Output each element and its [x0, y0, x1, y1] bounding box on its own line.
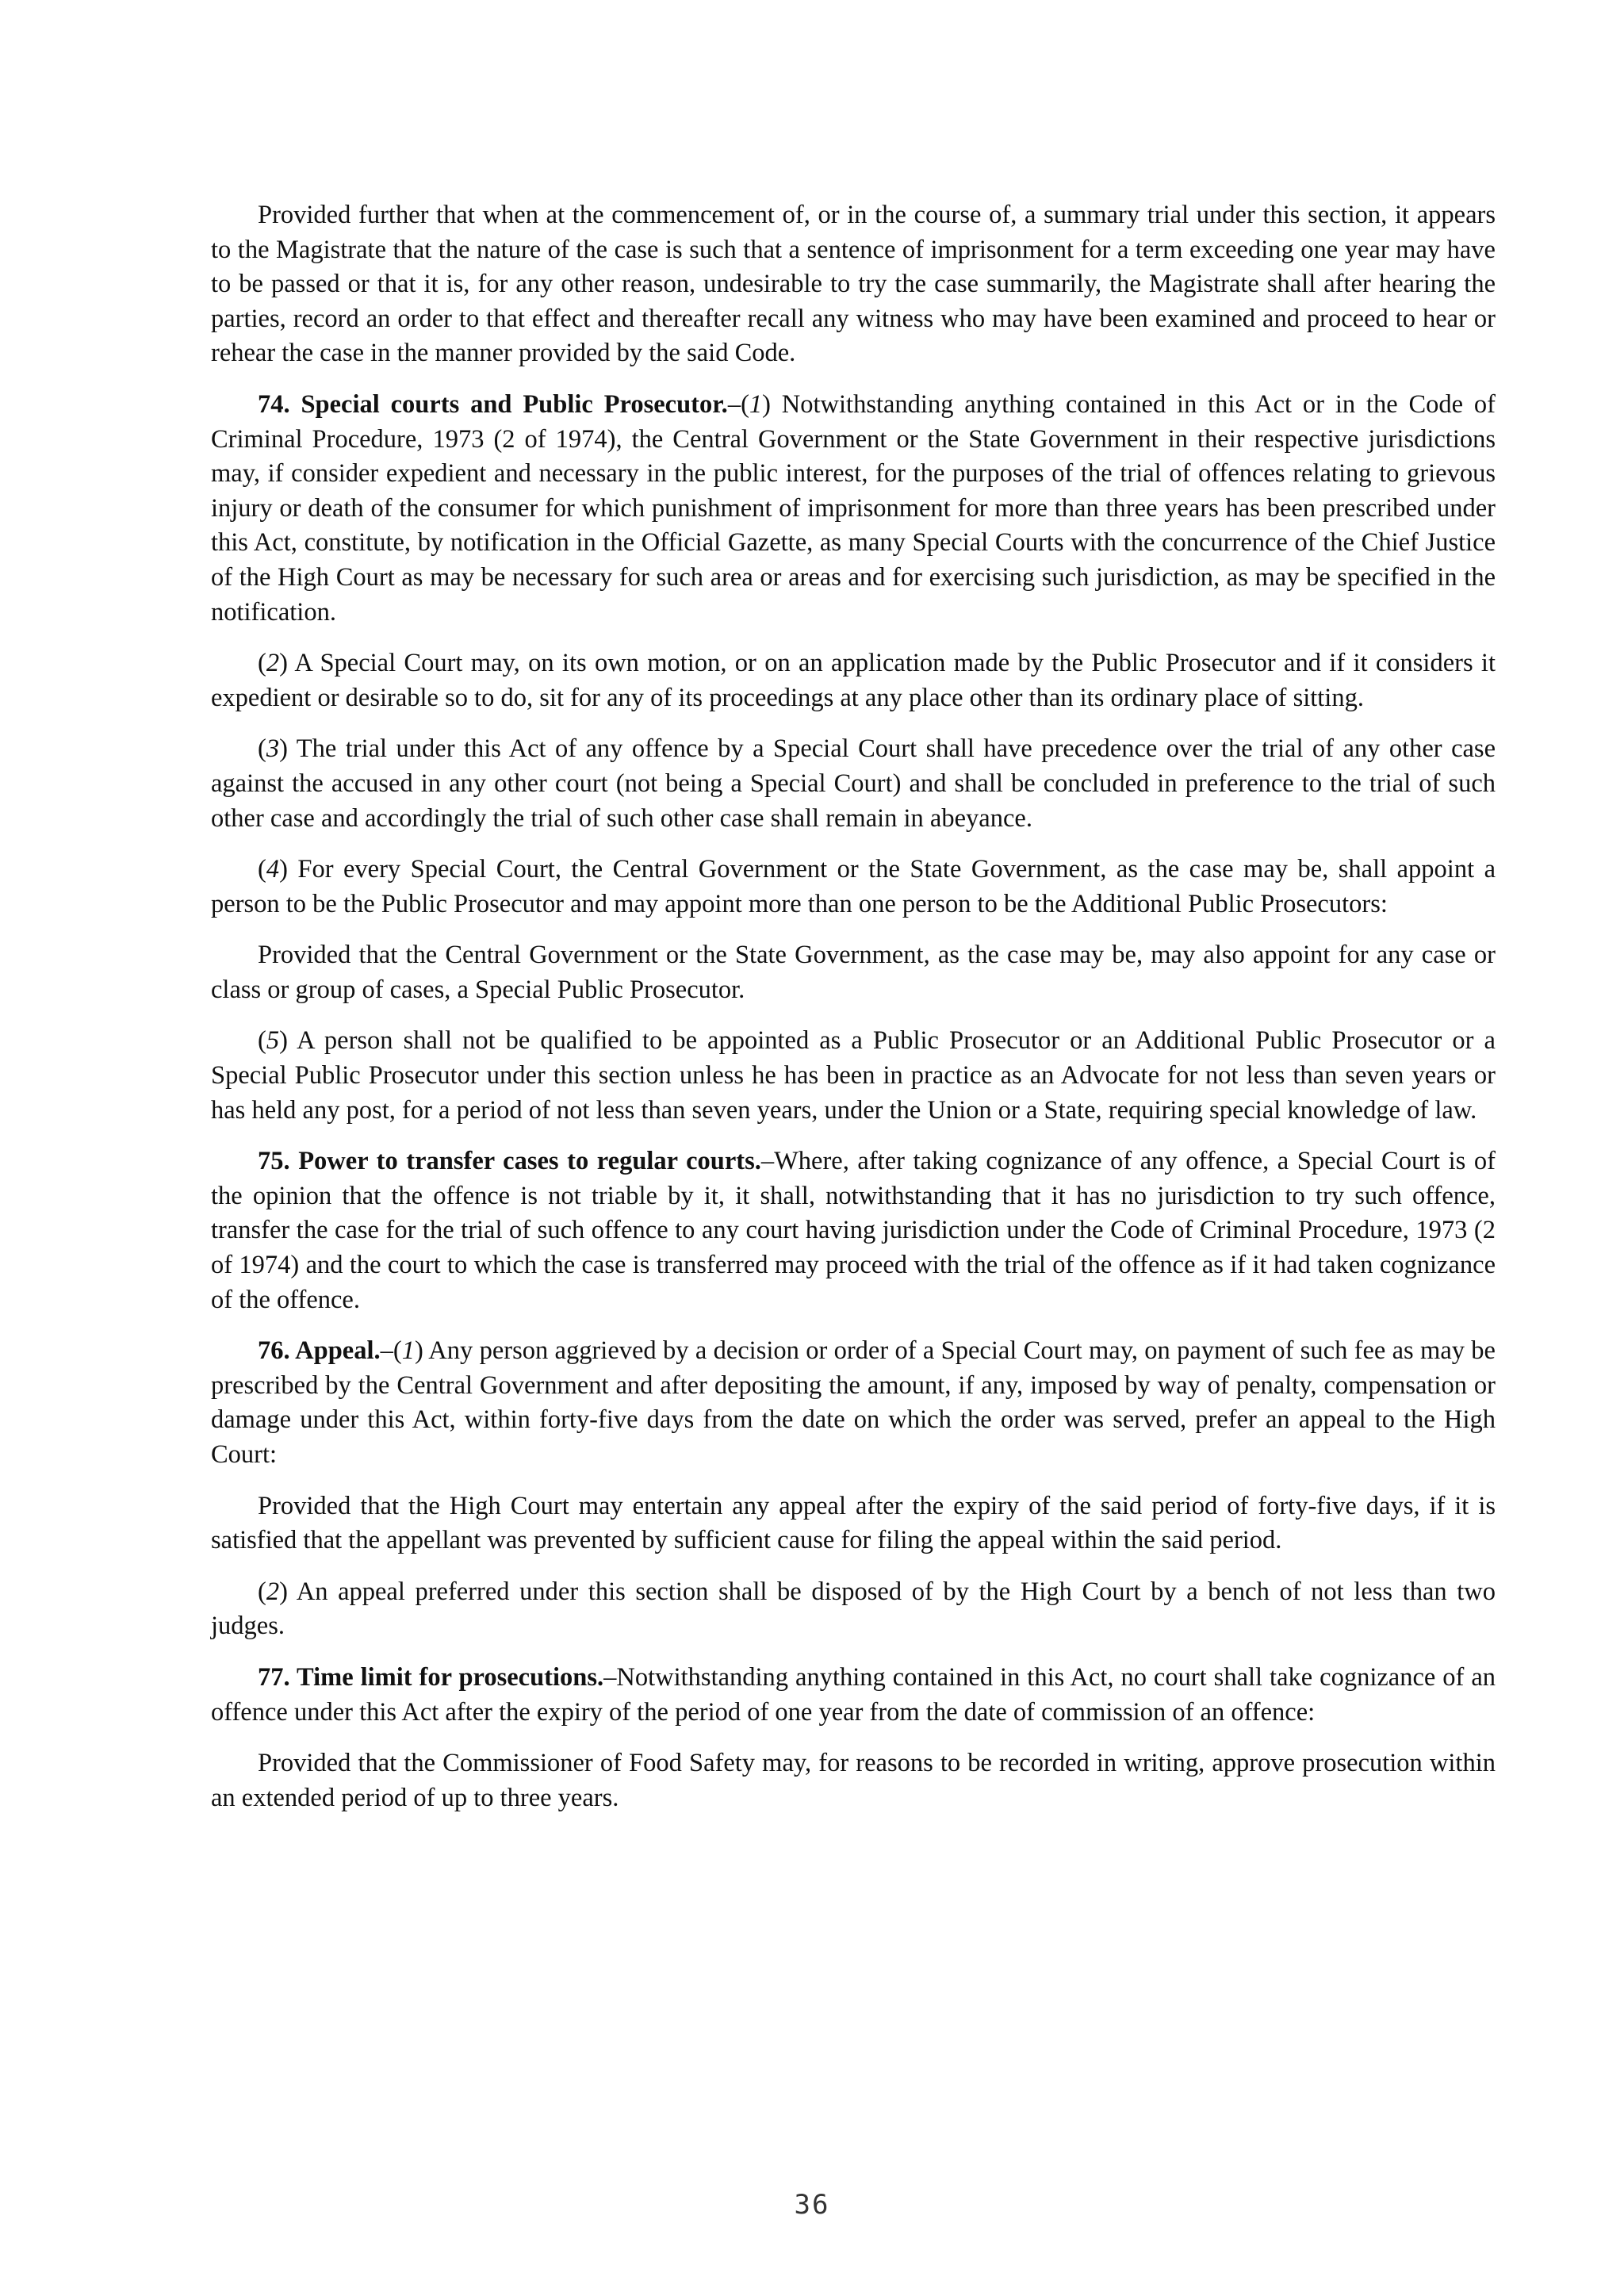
- paragraph-section-75: [211, 1144, 1496, 1317]
- dash-open-paren: –(: [380, 1336, 402, 1366]
- section-heading: 76. Appeal.: [258, 1336, 381, 1366]
- dash: –: [603, 1662, 617, 1692]
- paragraph-proviso-summary-trial: [211, 198, 1496, 371]
- subsection-number: 1: [401, 1336, 415, 1366]
- paragraph-proviso-appeal-delay: [211, 1489, 1496, 1558]
- subsection-number: 3: [266, 734, 280, 764]
- page-number: 36: [794, 2189, 830, 2221]
- subsection-number: 5: [266, 1026, 280, 1056]
- paragraph-text: ) A person shall not be qualified to be appointed as a Public Prosecutor or an Additional Public Prosecutor or a Special Public Prosecutor under this section unless he has been in practice as an Advocate for not less than seven years or has held any post, for a period of not less than seven years, under the Union or a State, requiring special knowledge of law.: [211, 1026, 1496, 1125]
- paragraph-section-76-1: [211, 1334, 1496, 1472]
- section-heading: 77. Time limit for prosecutions.: [258, 1662, 604, 1692]
- open-paren: (: [258, 649, 266, 678]
- paragraph-text: Provided that the Central Government or the State Government, as the case may be, may also appoint for any case or class or group of cases, a Special Public Prosecutor.: [211, 941, 1496, 1004]
- document-body: [211, 198, 1496, 1832]
- dash-open-paren: –(: [727, 389, 749, 419]
- section-heading: 75. Power to transfer cases to regular courts.: [258, 1147, 761, 1176]
- paragraph-section-74-1: [211, 388, 1496, 630]
- paragraph-section-74-5: [211, 1024, 1496, 1128]
- open-paren: (: [258, 1577, 266, 1606]
- subsection-number: 2: [266, 1577, 280, 1606]
- paragraph-proviso-special-prosecutor: [211, 938, 1496, 1007]
- open-paren: (: [258, 855, 266, 884]
- subsection-number: 4: [266, 855, 280, 884]
- paragraph-text: ) The trial under this Act of any offence by a Special Court shall have precedence over the trial of any other case against the accused in any other court (not being a Special Court) and shall be concluded in preference to the trial of such other case and accordingly the trial of such other case shall remain in abeyance.: [211, 734, 1496, 833]
- paragraph-proviso-extended-period: [211, 1746, 1496, 1815]
- paragraph-section-77: [211, 1661, 1496, 1730]
- paragraph-section-74-4: [211, 853, 1496, 922]
- paragraph-section-74-2: [211, 646, 1496, 715]
- paragraph-text: ) A Special Court may, on its own motion, or on an application made by the Public Prosecutor and if it considers it expedient or desirable so to do, sit for any of its proceedings at any place other than its ordinary place of sitting.: [211, 649, 1496, 712]
- paragraph-text: Notwithstanding anything contained in this Act, no court shall take cognizance of an offence under this Act after the expiry of the period of one year from the date of commission of an offence:: [211, 1662, 1496, 1727]
- paragraph-text: Provided that the Commissioner of Food Safety may, for reasons to be recorded in writing, approve prosecution within an extended period of up to three years.: [211, 1749, 1496, 1812]
- paragraph-text: ) Any person aggrieved by a decision or order of a Special Court may, on payment of such fee as may be prescribed by the Central Government and after depositing the amount, if any, imposed by way of penalty, compensation or damage under this Act, within forty-five days from the date on which the order was served, prefer an appeal to the High Court:: [211, 1336, 1496, 1469]
- paragraph-text: Provided that the High Court may entertain any appeal after the expiry of the said period of forty-five days, if it is satisfied that the appellant was prevented by sufficient cause for filing the appeal within the said period.: [211, 1491, 1496, 1555]
- dash: –: [760, 1147, 775, 1176]
- section-heading: 74. Special courts and Public Prosecutor.: [258, 389, 728, 419]
- paragraph-text: Provided further that when at the commencement of, or in the course of, a summary trial under this section, it appears to the Magistrate that the nature of the case is such that a sentence of imprisonment for a term exceeding one year may have to be passed or that it is, for any other reason, undesirable to try the case summarily, the Magistrate shall after hearing the parties, record an order to that effect and thereafter recall any witness who may have been examined and proceed to hear or rehear the case in the manner provided by the said Code.: [211, 201, 1496, 368]
- open-paren: (: [258, 734, 266, 764]
- paragraph-text: ) An appeal preferred under this section shall be disposed of by the High Court by a bench of not less than two judges.: [211, 1577, 1496, 1641]
- subsection-number: 2: [266, 649, 280, 678]
- paragraph-text: Where, after taking cognizance of any offence, a Special Court is of the opinion that the offence is not triable by it, it shall, notwithstanding that it has no jurisdiction to try such offence, transfer the case for the trial of such offence to any court having jurisdiction under the Code of Criminal Procedure, 1973 (2 of 1974) and the court to which the case is transferred may proceed with the trial of the offence as if it had taken cognizance of the offence.: [211, 1147, 1496, 1314]
- paragraph-text: ) For every Special Court, the Central Government or the State Government, as the case may be, shall appoint a person to be the Public Prosecutor and may appoint more than one person to be the Additional Public Prosecutors:: [211, 855, 1496, 918]
- open-paren: (: [258, 1026, 266, 1056]
- paragraph-section-76-2: [211, 1575, 1496, 1644]
- paragraph-section-74-3: [211, 732, 1496, 836]
- subsection-number: 1: [749, 389, 763, 419]
- paragraph-text: ) Notwithstanding anything contained in this Act or in the Code of Criminal Procedure, 1973 (2 of 1974), the Central Government or the State Government in their respective jurisdictions may, if consider expedient and necessary in the public interest, for the purposes of the trial of offences relating to grievous injury or death of the consumer for which punishment of imprisonment for more than three years has been prescribed under this Act, constitute, by notification in the Official Gazette, as many Special Courts with the concurrence of the Chief Justice of the High Court as may be necessary for such area or areas and for exercising such jurisdiction, as may be specified in the notification.: [211, 389, 1496, 627]
